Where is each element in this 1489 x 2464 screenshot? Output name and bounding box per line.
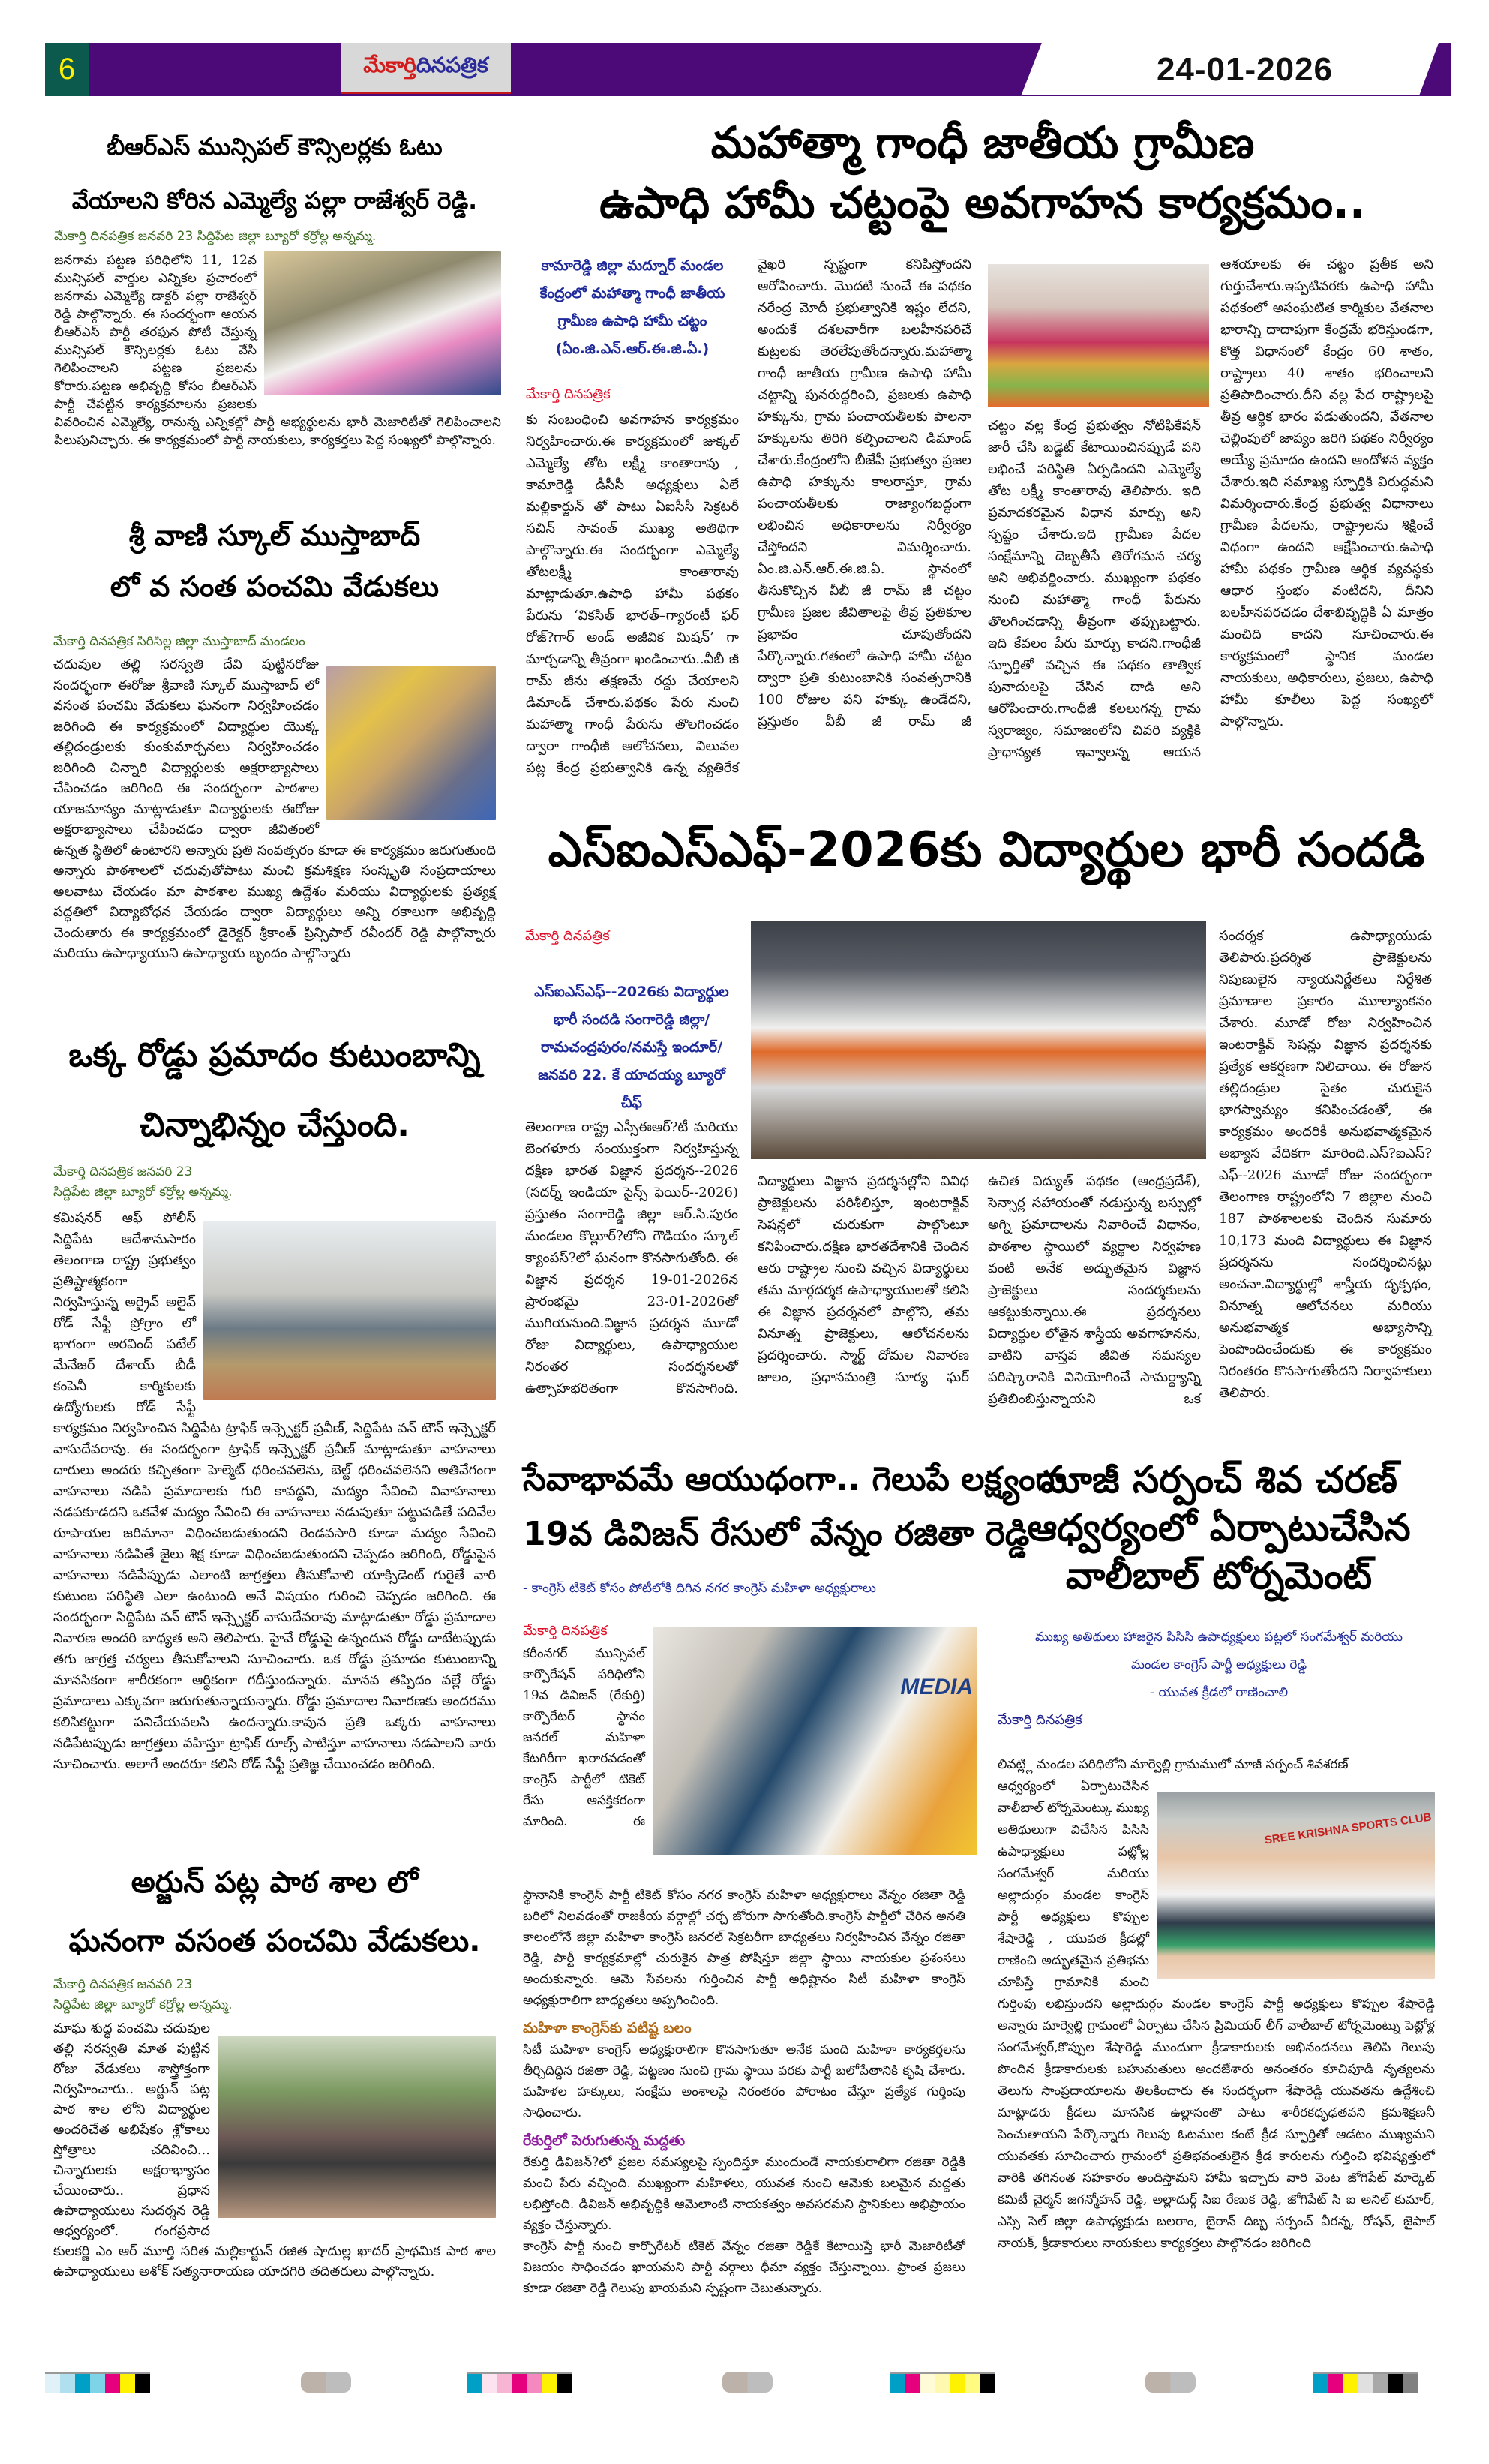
- color-swatch: [890, 2372, 905, 2393]
- color-swatch: [950, 2372, 965, 2393]
- article-column: తెలంగాణ రాష్ట్ర ఎస్సీఈఆర్?టీ మరియు బెంగళూరు సంయుక్తంగా నిర్వహిస్తున్న దక్షిణ భారత విజ్ఞాన ప్రదర్శన--2026 (సదర్న్ ఇండియా సైన్స్ ఫెయిర్--2026) ప్రస్తుతం సంగారెడ్డి జిల్లా ఆర్.సి.పురం మండలం కొల్లూర్?లోని గౌడియం స్కూల్ క్యాంపస్?లో ఘనంగా కొనసాగుతోంది. ఈ విజ్ఞాన ప్రదర్శన 19-01-2026న ప్రారంభమై 23-01-2026తో ముగియనుంది.విజ్ఞాన ప్రదర్శన మూడో రోజు విద్యార్థులు, ఉపాధ్యాయుల నిరంతర సందర్శనలతో ఉత్సాహభరితంగా కొనసాగింది.: [525, 1119, 738, 1396]
- byline: మేకార్తి దినపత్రిక: [523, 1623, 608, 1639]
- color-swatch: [557, 2372, 572, 2393]
- issue-date: 24-01-2026: [1156, 51, 1334, 88]
- color-swatch: [497, 2372, 512, 2393]
- headline-line: సేవాభావమే ఆయుధంగా.. గెలుపే లక్ష్యంగా: [523, 1460, 1066, 1498]
- article-subhead: మహిళా కాంగ్రెస్‌కు పటిష్ట బలం: [523, 2020, 692, 2036]
- article-photo: [988, 264, 1209, 407]
- color-swatch: [542, 2372, 557, 2393]
- article-column: కు సంబంధించి అవగాహన కార్యక్రమం నిర్వహించారు.ఈ కార్యక్రమంలో జుక్కల్ ఎమ్మెల్యే తోట లక్ష్మీ కాంతారావు , కామారెడ్డి డీసీసీ అధ్యక్షులు ఏలే మల్లికార్జున్ తో పాటు ఏఐసీసీ సెక్రటరీ సచిన్ సావంత్ ముఖ్య అతిథిగా పాల్గొన్నారు.ఈ సందర్భంగా ఎమ్మెల్యే తోటలక్ష్మీ కాంతారావు మాట్లాడుతూ.ఉపాధి హామీ పథకం పేరును ‘వికసిత్ భారత్–గ్యారంటీ ఫర్ రోజ్?గార్ అండ్ అజీవిక మిషన్’ గా మార్చడాన్ని తీవ్రంగా ఖండించారు..వీబీ జీ రామ్ జీను తక్షణమే రద్దు చేయాలని డిమాండ్ చేశారు.పథకం పేరు నుంచి మహాత్మా గాంధీ పేరును తొలగించడం ద్వారా గాంధీజీ ఆలోచనలు, విలువల పట్ల కేంద్ర ప్రభుత్వానికి ఉన్న వ్యతిరేక: [526, 412, 739, 776]
- article-photo: [203, 1221, 496, 1400]
- article-text: స్థానానికి కాంగ్రెస్ పార్టీ టికెట్ కోసం నగర కాంగ్రెస్ మహిళా అధ్యక్షురాలు వేన్నం రజితా రెడ్డి బరిలో నిలవడంతో రాజకీయ వర్గాల్లో చర్చ జోరుగా సాగుతోంది.కాంగ్రెస్ పార్టీలో చేరిన అనతి కాలంలోనే జిల్లా మహిళా కాంగ్రెస్ జనరల్ సెక్రటరీగా బాధ్యతలు నిర్వహించిన వేన్నం రజితా రెడ్డి, పార్టీ కార్యక్రమాల్లో చురుకైన పాత్ర పోషిస్తూ జిల్లా స్థాయి నాయకుల ప్రశంసలు అందుకున్నారు. ఆమె సేవలను గుర్తించిన పార్టీ అధిష్టానం సిటీ మహిళా కాంగ్రెస్ అధ్యక్షురాలిగా బాధ్యతలు అప్పగించింది.: [523, 1888, 965, 2008]
- byline-line: సిద్దిపేట జిల్లా బ్యూరో కర్రోల్ల అన్నమ్మ.: [53, 1997, 233, 2012]
- article-body: [53, 1208, 496, 1775]
- article-column: ఉచిత విద్యుత్ పథకం (ఆంధ్రప్రదేశ్), సెన్సార్ల సహాయంతో నడుస్తున్న బస్సుల్లో అగ్ని ప్రమాదాలను నివారించే విధానం, పాఠశాల స్థాయిలో వ్యర్థాల నిర్వహణ వంటి అనేక అద్భుతమైన విజ్ఞాన ప్రాజెక్టులు సందర్శకులను ఆకట్టుకున్నాయి.ఈ ప్రదర్శనలు విద్యార్థుల లోతైన శాస్త్రీయ అవగాహనను, వాటిని వాస్తవ జీవిత సమస్యల పరిష్కారానికి వినియోగించే సామర్థ్యాన్ని ప్రతిబింబిస్తున్నాయని ఒక: [988, 1173, 1201, 1407]
- article-body: [53, 2018, 496, 2282]
- color-swatch: [1343, 2372, 1358, 2393]
- headline-line: ఆధ్వర్యంలో ఏర్పాటుచేసిన: [1027, 1506, 1411, 1549]
- color-swatch: [1313, 2372, 1328, 2393]
- headline-line: ఒక్క రోడ్డు ప్రమాదం కుటుంబాన్ని: [68, 1036, 481, 1074]
- article-text: చదువుల తల్లి సరస్వతి దేవి పుట్టినరోజు సందర్భంగా ఈరోజు శ్రీవాణి స్కూల్ ముస్తాబాద్ లో వసంత పంచమి వేడుకలు ఘనంగా నిర్వహించడం జరిగింది ఈ కార్యక్రమంలో విద్యార్థుల యొక్క తల్లిదండ్రులకు కుంకుమార్చనలు నిర్వహించడం జరిగింది చిన్నారి విద్యార్థులకు అక్షరాభ్యాసాలు చేపించడం జరిగింది ఈ సందర్భంగా పాఠశాల యాజమాన్యం మాట్లాడుతూ విద్యార్థులకు ఈరోజు అక్షరాభ్యాసాలు చేపించడం ద్వారా జీవితంలో ఉన్నత స్థితిలో ఉంటారని అన్నారు ప్రతి సంవత్సరం కూడా ఈ కార్యక్రమం జరుగుతుంది అన్నారు పాఠశాలలో చదువుతోపాటు మంచి క్రమశిక్షణ సంస్కృతి సంప్రదాయాలు అలవాటు చేయడం మా పాఠశాల ముఖ్య ఉద్దేశం మరియు విద్యార్థులకు ప్రత్యక్ష పద్ధతిలో విద్యాబోధన చేయడం ద్వారా విద్యార్థులు అన్ని రకాలుగా అభివృద్ధి చెందుతారు ఈ కార్యక్రమంలో డైరెక్టర్ శ్రీకాంత్ ప్రిన్సిపాల్ రవీందర్ రెడ్డి పాల్గొన్నారు మరియు ఉపాధ్యాయుని ఉపాధ్యాయ బృందం పాల్గొన్నారు: [53, 657, 496, 961]
- article-text: కాంగ్రెస్ పార్టీ నుంచి కార్పొరేటర్ టికెట్ వేన్నం రజితా రెడ్డికే కేటాయిస్తే భారీ మెజారిటీతో విజయం సాధించడం ఖాయమని పార్టీ వర్గాలు ధీమా వ్యక్తం చేస్తున్నాయి. ప్రాంత ప్రజలు కూడా రజితా రెడ్డి గెలుపు ఖాయమని స్పష్టంగా చెబుతున్నారు.: [523, 2239, 965, 2296]
- headline-line: అర్జున్ పట్ల పాఠ శాల లో: [131, 1865, 419, 1900]
- subtitle-line: మండల కాంగ్రెస్ పార్టీ అధ్యక్షులు రెడ్డి: [1130, 1657, 1307, 1672]
- article-photo: [218, 2036, 496, 2218]
- headline-line: ఉపాధి హామీ చట్టంపై అవగాహన కార్యక్రమం..: [599, 177, 1366, 228]
- photo-banner-text: MEDIA: [900, 1675, 973, 1699]
- article-text: జనగామ పట్టణ పరిధిలోని 11, 12వ మున్సిపల్ వార్డుల ఎన్నికల ప్రచారంలో జనగామ ఎమ్మెల్యే డాక్టర్ పల్లా రాజేశ్వర్ రెడ్డి పాల్గొన్నారు. ఈ సందర్భంగా ఆయన బీఆర్ఎస్ పార్టీ తరఫున పోటీ చేస్తున్న మున్సిపల్ కౌన్సిలర్లకు ఓటు వేసి గెలిపించాలని పట్టణ ప్రజలను కోరారు.పట్టణ అభివృద్ధి కోసం బీఆర్ఎస్ పార్టీ చేపట్టిన కార్యక్రమాలను ప్రజలకు వివరించిన ఎమ్మెల్యే, రానున్న ఎన్నికల్లో పార్టీ అభ్యర్థులను భారీ మెజారిటీతో గెలిపించాలని పిలుపునిచ్చారు. ఈ కార్యక్రమంలో పార్టీ నాయకులు, కార్యకర్తలు పెద్ద సంఖ్యలో పాల్గొన్నారు.: [54, 253, 501, 448]
- headline-line: బీఆర్ఎస్ మున్సిపల్ కౌన్సిలర్లకు ఓటు: [107, 134, 443, 161]
- article-subtitle: - కాంగ్రెస్ టికెట్ కోసం పోటీలోకి దిగిన నగర కాంగ్రెస్ మహిళా అధ్యక్షురాలు: [523, 1581, 876, 1596]
- subtitle-line: - యువత క్రీడలో రాణించాలి: [1149, 1685, 1289, 1700]
- article-text: కమిషనర్ ఆఫ్ పోలీస్ సిద్దిపేట ఆదేశానుసారం తెలంగాణ రాష్ట్ర ప్రభుత్వం ప్రతిష్టాత్మకంగా నిర్వహిస్తున్న అర్రైవ్ అలైవ్ రోడ్ సేఫ్టీ ప్రోగ్రాం లో భాగంగా అరవింద్ పటేల్ మేనేజర్ దేశాయ్ బీడీ కంపెనీ కార్మికులకు ఉద్యోగులకు రోడ్ సేఫ్టీ కార్యక్రమం నిర్వహించిన సిద్దిపేట ట్రాఫిక్ ఇన్స్పెక్టర్ ప్రవీణ్, సిద్దిపేట వన్ టౌన్ ఇన్స్పెక్టర్ వాసుదేవరావు. ఈ సందర్భంగా ట్రాఫిక్ ఇన్స్పెక్టర్ ప్రవీణ్ మాట్లాడుతూ వాహనాలు దారులు అందరు కచ్చితంగా హెల్మెట్ ధరించవలెను, బెల్ట్ ధరించవలెనని అతివేగంగా వాహనాలు నడిపి ప్రమాదాలకు గురి కావద్దని, మద్యం సేవించి వివాహనాలు నడపకూడదని ఒకవేళ మద్యం సేవించి ఈ వాహనాలు నడుపుతూ పట్టుపడితే పదివేల రూపాయల జరిమానా విధించబడుతుందని రెండవసారి కూడా మద్యం సేవించి వాహనాలు నడిపితే జైలు శిక్ష కూడా విధించబడుతుందని చెప్పడం జరిగింది, రోడ్డుపైన వాహనాలు నడిపేప్పుడు ఎలాంటి జాగ్రత్తలు తీసుకోవాలి యాక్సిడెంట్ గురైతే వారి కుటుంబ పరిస్థితి ఎలా ఉంటుంది అనే విషయం గురించి చెప్పడం జరిగింది. ఈ సందర్భంగా సిద్దిపేట వన్ టౌన్ ఇన్స్పెక్టర్ వాసుదేవరావు మాట్లాడుతూ రోడ్డు ప్రమాదాల నివారణ అందరి బాధ్యత అని తెలిపారు. హైవే రోడ్డుపై ఉన్నందున రోడ్డు దాటేటప్పుడు తగు జాగ్రత్త చర్యలు తీసుకోవాలని సూచించారు. ఒక రోడ్డు ప్రమాదం కుటుంబాన్ని మానసికంగా శారీరకంగా ఆర్థికంగా గదీస్తుందన్నారు. మానవ తప్పిదం వల్లే రోడ్డు ప్రమాదాలు ఎక్కువగా జరుగుతున్నాయన్నారు. రోడ్డు ప్రమాదాల నివారణకు అందరము కలిసికట్టుగా పనిచేయవలసి ఉందన్నారు.కావున ప్రతి ఒక్కరు వాహనాలు నడిపేటప్పుడు జాగ్రత్తలు వహిస్తూ ట్రాఫిక్ రూల్స్ పాటిస్తూ వాహనాలు నడపాలని వారు సూచించారు. అలాగే అందరూ కలిసి రోడ్ సేఫ్టీ ప్రతిజ్ఞ చేయించడం జరిగింది.: [53, 1210, 496, 1772]
- color-registration-bar: [467, 2372, 572, 2393]
- article-body: [523, 1885, 965, 2299]
- color-swatch: [467, 2372, 482, 2393]
- color-swatch: [90, 2372, 105, 2393]
- article-photo: [751, 921, 1206, 1159]
- logo-name-part2: దినపత్రిక: [416, 52, 488, 77]
- headline-line: లో వ సంత పంచమి వేడుకలు: [110, 570, 440, 603]
- headline-line: మహాత్మా గాంధీ జాతీయ గ్రామీణ: [710, 117, 1255, 168]
- article-headline: [998, 1456, 1440, 1600]
- color-swatch: [935, 2372, 950, 2393]
- byline: మేకార్తి దినపత్రిక: [525, 928, 610, 944]
- byline: మేకార్తి దినపత్రిక: [998, 1712, 1082, 1728]
- article-headline: [47, 1020, 503, 1160]
- color-swatch: [482, 2372, 497, 2393]
- article-body: [53, 654, 496, 964]
- color-registration-bar: [1313, 2372, 1418, 2393]
- main-headline: [525, 113, 1440, 233]
- byline: మేకార్తి దినపత్రిక సిరిసిల్ల జిల్లా ముస్తాబాద్ మండలం: [53, 634, 305, 649]
- article-headline: [523, 1452, 1066, 1561]
- color-swatch: [105, 2372, 120, 2393]
- color-swatch: [1373, 2372, 1388, 2393]
- article-text: ఆధ్వర్యంలో ఏర్పాటుచేసిన వాలీబాల్ టోర్నమెంట్కు ముఖ్య అతిథులుగా విచేసిన పిసిసి ఉపాధ్యాక్షులు పట్లోల్ల సంగమేశ్వర్ మరియు అల్లాదుర్గం మండల కాంగ్రెస్ పార్టీ అధ్యక్షులు కొప్పుల శేషారెడ్డి , యువత క్రీడల్లో రాణించి అద్భుతమైన ప్రతిభను చూపిస్తే గ్రామానికి మంచి గుర్తింపు లభిస్తుందని అల్లాదుర్గం మండల కాంగ్రెస్ పార్టీ అధ్యక్షులు కొప్పుల శేషారెడ్డి అన్నారు మార్వెల్లి గ్రామంలో ఏర్పాటు చేసిన ప్రిమియర్ లీగ్ వాలీబాల్ టోర్నమెంట్ను పెట్లోళ్ల సంగమేశ్వర్,కొప్పుల శేషారెడ్డి ముందుగా క్రీడాకారులకు అభినందనలు తెలిపి గెలుపు పొందిన క్రీడాకారులకు బహుమతులు అందజేశారు అనంతరం కూచిపూడి నృత్యలను తెలుగు సాంప్రదాయాలను తిలకించారు ఈ సందర్భంగా శేషారెడ్డి యువతను ఉద్దేశించి మాట్లాడరు క్రీడలు మానసిక ఉల్లాసంతొ పాటు శారీరకధృఢతవని క్రమశిక్షణనీ పెంచుతాయని పేర్కొన్నారు గెలుపు ఓటముల కంటే క్రీడ స్ఫూర్తితో ఆడటం ముఖ్యమని యువతకు సూచించారు గ్రామంలో ప్రతిభవంతులైన క్రీడ కారులను గుర్తించి భవిష్యత్తులో వారికి తగినంత సహకారం అందిస్తామని హామీ ఇచ్చారు వారి వెంట జోగిపేట్ మార్కెట్ కమిటీ చైర్మన్ జగన్మోహన్ రెడ్డి, అల్లాదుర్గ్ సిఐ రేణుక రెడ్డి, జోగిపేట్ సి ఐ అనిల్ కుమార్, ఎస్సి సెల్ జిల్లా ఉపాధ్యక్షుడు బలరాం, బైరాన్ దిబ్బ సర్పంచ్ వీరన్న, రోషన్, జైపాల్ నాయక్, క్రీడాకారులు నాయకులు కార్యకర్తలు పాల్గొనడం జరిగింది: [998, 1779, 1435, 2251]
- page-number: 6: [45, 43, 89, 96]
- byline: మేకార్తి దినపత్రిక: [526, 386, 611, 402]
- color-swatch: [1358, 2372, 1373, 2393]
- photo-banner-text: SREE KRISHNA SPORTS CLUB: [1263, 1810, 1433, 1847]
- byline: మేకార్తి దినపత్రిక జనవరి 23 సిద్దిపేట జిల్లా బ్యూరో కర్రోల్ల అన్నమ్మ.: [54, 229, 377, 244]
- article-headline: [47, 120, 503, 228]
- color-swatch: [512, 2372, 527, 2393]
- subtitle-line: ముఖ్య అతిథులు హాజరైన పిసిసి ఉపాధ్యక్షులు పట్లలో సంగమేశ్వర్ మరియు: [1034, 1630, 1403, 1645]
- byline: [53, 1162, 496, 1203]
- color-swatch: [1388, 2372, 1403, 2393]
- article-text: మాఘ శుద్ధ పంచమి చదువుల తల్లి సరస్వతి మాత పుట్టిన రోజు వేడుకలు శాస్త్రోక్తంగా నిర్వహించారు.. అర్జున్ పట్ల పాఠ శాల లోని విద్యార్థుల అందరిచేత అభిషేకం శ్లోకాలు స్తోత్రాలు చదివించి... చిన్నారులకు అక్షరాభ్యాసం చేయించారు.. ప్రధాన ఉపాధ్యాయులు సుదర్శన రెడ్డి ఆధ్వర్యంలో. గంగప్రసాద కులకర్ణి ఎం ఆర్ మూర్తి సరిత మల్లికార్జున్ రజిత షాదుల్ల ఖాదర్ ప్రాథమిక పాఠ శాల ఉపాధ్యాయులు అశోక్ సత్యనారాయణ యాదగిరి తదితరులు పాల్గొన్నారు.: [53, 2021, 496, 2279]
- color-registration-bar: [45, 2372, 150, 2393]
- headline-line: 19వ డివిజన్ రేసులో వేన్నం రజితా రెడ్డి: [523, 1515, 1030, 1553]
- article-column: కరీంనగర్ మున్సిపల్ కార్పొరేషన్ పరిధిలోని 19వ డివిజన్ (రేకుర్తి) కార్పొరేటర్ స్థానం జనరల్ మహిళా కేటగిరీగా ఖరారవడంతో కాంగ్రెస్ పార్టీలో టికెట్ రేసు ఆసక్తికరంగా మారింది. ఈ: [523, 1646, 645, 1829]
- article-headline: [47, 510, 503, 612]
- article-text: రేకుర్తి డివిజన్?లో ప్రజల సమస్యలపై స్పందిస్తూ ముందుండే నాయకురాలిగా రజితా రెడ్డికి మంచి పేరు వచ్చింది. ముఖ్యంగా మహిళలు, యువత నుంచి ఆమెకు బలమైన మద్దతు లభిస్తోంది. డివిజన్ అభివృద్ధికి ఆమెలాంటి నాయకత్వం అవసరమని స్థానికులు అభిప్రాయం వ్యక్తం చేస్తున్నారు.: [523, 2155, 965, 2233]
- article-subtitle: [998, 1624, 1440, 1707]
- headline-line: వాలీబాల్ టోర్నమెంట్: [1065, 1554, 1373, 1597]
- newspaper-logo: [341, 43, 511, 94]
- color-swatch: [135, 2372, 150, 2393]
- article-column: చట్టం వల్ల కేంద్ర ప్రభుత్వం నోటిఫికేషన్ జారీ చేసి బడ్జెట్ కేటాయించినప్పుడే పని లభించే పరిస్థితి ఏర్పడిందని ఎమ్మెల్యే తోట లక్ష్మీ కాంతారావు తెలిపారు. ఇది ప్రమాదకరమైన విధాన మార్పు అని స్పష్టం చేశారు.ఇది గ్రామీణ పేదల సంక్షేమాన్ని దెబ్బతీసే తిరోగమన చర్య అని అభివర్ణించారు. ముఖ్యంగా పథకం నుంచి మహాత్మా గాంధీ పేరును తొలగించడాన్ని తీవ్రంగా తప్పుబట్టారు. ఇది కేవలం పేరు మార్పు కాదని.గాంధీజీ స్ఫూర్తితో వచ్చిన ఈ పథకం తాత్విక పునాదులపై చేసిన దాడి అని ఆరోపించారు.గాంధీజీ కలలుగన్న గ్రామ స్వరాజ్యం, సమాజంలోని చివరి వ్యక్తికి ప్రాధాన్యత ఇవ్వాలన్న ఆయన: [988, 418, 1201, 760]
- color-swatch: [120, 2372, 135, 2393]
- article-photo: [264, 251, 501, 395]
- article-body: [998, 1754, 1435, 2255]
- color-swatch: [905, 2372, 920, 2393]
- headline-line: ఘనంగా వసంత పంచమి వేడుకలు.: [68, 1924, 481, 1958]
- article-column: ఆశయాలకు ఈ చట్టం ప్రతీక అని గుర్తుచేశారు.ఇప్పటివరకు ఉపాధి హామీ పథకంలో అసంఘటిత కార్మికుల వేతనాల భారాన్ని దాదాపుగా కేంద్రమే భరిస్తుండగా, కొత్త విధానంలో కేంద్రం 60 శాతం, రాష్ట్రాలు 40 శాతం భరించాలని ప్రతిపాదించారు.దీని వల్ల పేద రాష్ట్రాలపై తీవ్ర ఆర్థిక భారం పడుతుందని, వేతనాల చెల్లింపులో జాప్యం జరిగి పథకం నిర్వీర్యం అయ్యే ప్రమాదం ఉందని ఆందోళన వ్యక్తం చేశారు.ఇది సమాఖ్య స్ఫూర్తికి విరుద్ధమని విమర్శించారు.కేంద్ర ప్రభుత్వ విధానాలు గ్రామీణ పేదలను, రాష్ట్రాలను శిక్షించే విధంగా ఉందని ఆక్షేపించారు.ఉపాధి హామీ పథకం గ్రామీణ ఆర్థిక వ్యవస్థకు ఆధార స్తంభం వంటిదని, దీనిని బలహీనపరచడం దేశాభివృద్ధికి ఏ మాత్రం మంచిది కాదని సూచించారు.ఈ కార్యక్రమంలో స్థానిక మండల నాయకులు, అధికారులు, ప్రజలు, ఉపాధి హామీ కూలీలు పెద్ద సంఖ్యలో పాల్గొన్నారు.: [1220, 257, 1433, 729]
- registration-pill: [301, 2372, 351, 2393]
- article-headline: ఎస్ఐఎస్ఎఫ్-2026కు విద్యార్థుల భారీ సందడి: [548, 822, 1425, 878]
- article-column: సందర్శక ఉపాధ్యాయుడు తెలిపారు.ప్రదర్శిత ప్రాజెక్టులను నిపుణులైన న్యాయనిర్ణేతలు నిర్దేశిత ప్రమాణాల ప్రకారం మూల్యాంకనం చేశారు. మూడో రోజు నిర్వహించిన ఇంటరాక్టివ్ సెషన్లు విజ్ఞాన ప్రదర్శనకు ప్రత్యేక ఆకర్షణగా నిలిచాయి. ఈ రోజున తల్లిదండ్రుల సైతం చురుకైన భాగస్వామ్యం కనిపించడంతో, ఈ కార్యక్రమం అందరికీ అనుభవాత్మకమైన అభ్యాస వేదికగా మారింది.ఎస్?ఐఎస్?ఎఫ్--2026 మూడో రోజు సందర్భంగా తెలంగాణ రాష్ట్రంలోని 7 జిల్లాల నుంచి 187 పాఠశాలలకు చెందిన సుమారు 10,173 మంది విద్యార్థులు ఈ విజ్ఞాన ప్రదర్శనను సందర్శించినట్లు అంచనా.విద్యార్థుల్లో శాస్త్రీయ దృక్పథం, వినూత్న ఆలోచనలు మరియు అనుభవాత్మక అభ్యాసాన్ని పెంపొందించేందుకు ఈ కార్యక్రమం నిరంతరం కొనసాగుతోందని నిర్వాహకులు తెలిపారు.: [1219, 928, 1432, 1401]
- headline-line: శ్రీ వాణి స్కూల్ ముస్తాబాద్: [128, 519, 421, 552]
- article-photo: [653, 1627, 977, 1855]
- byline: [53, 1975, 496, 2015]
- logo-name-part1: మేకార్తి: [363, 52, 416, 77]
- article-body: [54, 251, 501, 449]
- article-subhead: రేకుర్తిలో పెరుగుతున్న మద్దతు: [523, 2132, 686, 2149]
- article-column: వైఖరి స్పష్టంగా కనిపిస్తోందని ఆరోపించారు. మొదటి నుంచే ఈ పథకం నరేంద్ర మోదీ ప్రభుత్వానికి ఇష్టం లేదని, అందుకే దశలవారీగా బలహీనపరిచే కుట్రలకు తెరలేపుతోందన్నారు.మహాత్మా గాంధీ జాతీయ గ్రామీణ ఉపాధి హామీ చట్టాన్ని పునరుద్ధరించి, ప్రజలకు ఉపాధి హక్కును, గ్రామ పంచాయతీలకు పాలనా హక్కులను తిరిగి కల్పించాలని డిమాండ్ చేశారు.కేంద్రంలోని బీజేపీ ప్రభుత్వం ప్రజల ఉపాధి హక్కును కాలరాస్తూ, గ్రామ పంచాయతీలకు రాజ్యాంగబద్ధంగా లభించిన అధికారాలను నిర్వీర్యం చేస్తోందని విమర్శించారు. ఏం.జి.ఎన్.ఆర్.ఈ.జి.ఏ. స్థానంలో తీసుకొచ్చిన వీబీ జీ రామ్ జీ చట్టం గ్రామీణ ప్రజల జీవితాలపై తీవ్ర ప్రతికూల ప్రభావం చూపుతోందని పేర్కొన్నారు.గతంలో ఉపాధి హామీ చట్టం ద్వారా ప్రతి కుటుంబానికి సంవత్సరానికి 100 రోజుల పని హక్కు ఉండేదని, ప్రస్తుతం వీబీ జీ రామ్ జీ: [758, 257, 971, 729]
- color-swatch: [75, 2372, 90, 2393]
- byline-line: మేకార్తి దినపత్రిక జనవరి 23: [53, 1977, 193, 1992]
- color-swatch: [980, 2372, 995, 2393]
- article-photo: [326, 666, 496, 820]
- byline-line: సిద్దిపేట జిల్లా బ్యూరో కర్రోల్ల అన్నమ్మ.: [53, 1185, 233, 1200]
- article-headline: [47, 1853, 503, 1970]
- article-subtitle: కామారెడ్డి జిల్లా మద్నూర్ మండల కేంద్రంలో మహాత్మా గాంధీ జాతీయ గ్రామీణ ఉపాధి హామీ చట్టం (ఏం.జి.ఎన్.ఆర్.ఈ.జి.ఏ.): [539, 257, 725, 357]
- color-registration-bar: [890, 2372, 995, 2393]
- color-swatch: [60, 2372, 75, 2393]
- color-swatch: [527, 2372, 542, 2393]
- headline-line: చిన్నాభిన్నం చేస్తుంది.: [139, 1106, 410, 1144]
- byline-line: మేకార్తి దినపత్రిక జనవరి 23: [53, 1164, 193, 1179]
- registration-pill: [722, 2372, 773, 2393]
- article-photo: [1157, 1792, 1435, 1979]
- registration-pill: [1145, 2372, 1196, 2393]
- color-swatch: [920, 2372, 935, 2393]
- headline-line: వేయాలని కోరిన ఎమ్మెల్యే పల్లా రాజేశ్వర్ రెడ్డి.: [71, 188, 478, 215]
- color-swatch: [1328, 2372, 1343, 2393]
- color-swatch: [1403, 2372, 1418, 2393]
- color-swatch: [45, 2372, 60, 2393]
- headline-line: మాజీ సర్పంచ్ శివ చరణ్: [1040, 1458, 1397, 1501]
- article-subtitle: ఎస్ఐఎస్ఎఫ్--2026కు విద్యార్థుల భారీ సందడి సంగారెడ్డి జిల్లా/రామచంద్రపురం/నమస్తే ఇందూర్/జనవరి 22. కే యాదయ్య బ్యూరో చీఫ్: [534, 984, 729, 1111]
- article-text: లివట్ల్లి మండల పరిధిలోని మార్వెల్లి గ్రామములో మాజీ సర్పంచ్ శివశరణ్: [998, 1757, 1349, 1772]
- color-swatch: [965, 2372, 980, 2393]
- article-text: సిటీ మహిళా కాంగ్రెస్ అధ్యక్షురాలిగా కొనసాగుతూ అనేక మంది మహిళా కార్యకర్తలను తీర్చిదిద్దిన రజితా రెడ్డి, పట్టణం నుంచి గ్రామ స్థాయి వరకు పార్టీ బలోపేతానికి కృషి చేశారు. మహిళల హక్కులు, సంక్షేమ అంశాలపై నిరంతరం పోరాటం చేస్తూ ప్రత్యేక గుర్తింపు సాధించారు.: [523, 2042, 965, 2120]
- article-column: విద్యార్థులు విజ్ఞాన ప్రదర్శనల్లోని వివిధ ప్రాజెక్టులను పరిశీలిస్తూ, ఇంటరాక్టివ్ సెషన్లలో చురుకుగా పాల్గొంటూ కనిపించారు.దక్షిణ భారతదేశానికి చెందిన ఆరు రాష్ట్రాల నుంచి వచ్చిన విద్యార్థులు తమ మార్గదర్శక ఉపాధ్యాయులతో కలిసి ఈ విజ్ఞాన ప్రదర్శనలో పాల్గొని, తమ వినూత్న ప్రాజెక్టులు, ఆలోచనలను ప్రదర్శించారు. స్మార్ట్ దోమల నివారణ జాలం, ప్రధానమంత్రి సూర్య ఘర్: [758, 1173, 969, 1385]
